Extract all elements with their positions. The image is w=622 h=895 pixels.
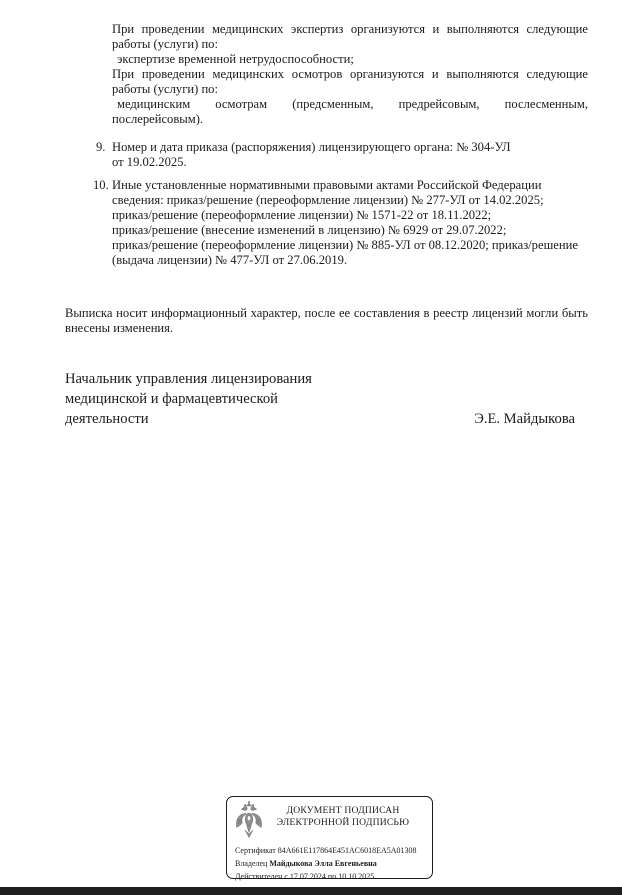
stamp-info	[227, 843, 432, 883]
signature-row	[65, 409, 575, 429]
text-line: послерейсовым).	[112, 112, 204, 126]
text-line: приказ/решение (переоформление лицензии) № 885-УЛ от 08.12.2020; приказ/решение	[112, 238, 578, 252]
stamp-title-line1: ДОКУМЕНТ ПОДПИСАН	[286, 805, 400, 816]
list-item-9	[96, 140, 588, 170]
validity-row: Действителен с 17.07.2024 по 10.10.2025	[235, 872, 375, 881]
stamp-title	[264, 801, 422, 843]
stamp-title-line2: ЭЛЕКТРОННОЙ ПОДПИСЬЮ	[276, 817, 410, 828]
signatory-title-line: медицинской и фармацевтической	[65, 391, 278, 407]
certificate-value: 84A661E117864E451AC6018EA5A01308	[277, 846, 417, 855]
double-headed-eagle-icon	[234, 801, 264, 843]
item-text: Номер и дата приказа (распоряжения) лицензирующего органа: № 304-УЛ	[112, 140, 511, 154]
works-paragraph	[112, 22, 588, 127]
text-line	[93, 178, 588, 193]
signatory-title-line: деятельности	[65, 411, 149, 427]
text-line	[96, 140, 588, 155]
owner-label: Владелец	[235, 859, 268, 868]
text-line: Выписка носит информационный характер, после ее составления в реестр лицензий могли быть	[65, 306, 588, 320]
item-number: 10.	[93, 178, 109, 192]
text-line: приказ/решение (переоформление лицензии) № 1571-22 от 18.11.2022;	[112, 208, 492, 222]
signatory-title-line: Начальник управления лицензирования	[65, 371, 312, 387]
text-line: внесены изменения.	[65, 321, 174, 335]
text-line: (выдача лицензии) № 477-УЛ от 27.06.2019.	[112, 253, 348, 267]
text-line: приказ/решение (внесение изменений в лицензию) № 6929 от 29.07.2022;	[112, 223, 507, 237]
owner-row	[235, 857, 432, 870]
text-line: экспертизе временной нетрудоспособности;	[117, 52, 354, 66]
owner-name: Майдыкова Элла Евгеньевна	[269, 859, 377, 868]
disclaimer-paragraph	[65, 306, 588, 336]
text-line: При проведении медицинских осмотров организуются и выполняются следующие	[112, 67, 588, 81]
stamp-header	[227, 797, 432, 843]
text-line: медицинским осмотрам (предсменным, предрейсовым, послесменным,	[117, 97, 588, 111]
list-item-10	[93, 178, 588, 268]
text-line: При проведении медицинских экспертиз организуются и выполняются следующие	[112, 22, 588, 36]
text-line: работы (услуги) по:	[112, 37, 218, 51]
certificate-row	[235, 844, 432, 857]
viewer-bottom-edge	[0, 887, 622, 895]
item-number: 9.	[96, 140, 106, 154]
item-text: Иные установленные нормативными правовыми актами Российской Федерации	[112, 178, 542, 192]
digital-signature-stamp	[226, 796, 433, 879]
text-line: сведения: приказ/решение (переоформление лицензии) № 277-УЛ от 14.02.2025;	[112, 193, 544, 207]
signature-block	[65, 369, 575, 429]
signatory-name: Э.Е. Майдыкова	[474, 411, 575, 427]
text-line: от 19.02.2025.	[112, 155, 187, 169]
certificate-label: Сертификат	[235, 846, 276, 855]
text-line: работы (услуги) по:	[112, 82, 218, 96]
